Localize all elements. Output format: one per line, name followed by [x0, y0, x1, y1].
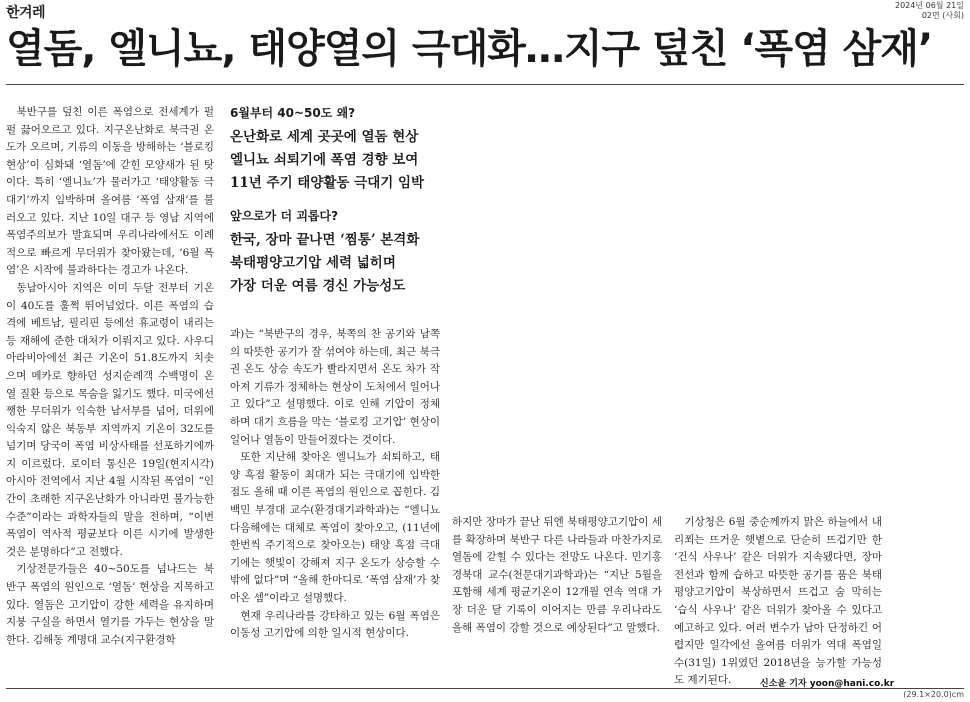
paragraph: 동남아시아 지역은 이미 두달 전부터 기온이 40도를 훌쩍 뛰어넘었다. 이른 폭염의 습격에 베트남, 필리핀 등에선 휴교령이 내리는 등 재해에 준한 대처가 이뤄지고 있다. 사우디아라비아에선 최근 기온이 51.8도까지 치솟으며 메카로 향하던 성지순례객 수백명이 온열 질환 등으로 목숨을 잃기도 했다. 미국에선 쨍한 무더위가 익숙한 남서부를 넘어, 더위에 익숙지 않은 북동부 지역까지 기온이 32도를 넘기며 당국이 폭염 비상사태를 선포하기에까지 이르렀다. 로이터 통신은 19일(현지시각) 아시아 전역에서 지난 4월 시작된 폭염이 “인간이 초래한 지구온난화가 아니라면 불가능한 수준”이라는 과학자들의 말을 전하며, “이번 폭염이 역사적 평균보다 이른 시기에 발생한 것은 분명하다”고 전했다. [6, 281, 214, 558]
issue-page: 02면 (사회) [921, 11, 964, 20]
article-headline: 열돔, 엘니뇨, 태양열의 극대화…지구 덮친 ‘폭염 삼재’ [6, 26, 933, 72]
paragraph: 또한 지난해 찾아온 엘니뇨가 쇠퇴하고, 태양 흑점 활동이 최대가 되는 극대기에 임박한 점도 올해 때 이른 폭염의 원인으로 꼽힌다. 김백민 부경대 교수(환경대기과학과)는 “엘니뇨 다음해에는 대체로 폭염이 찾아오고, (11년에 한번씩 주기적으로 찾아오는) 태양 흑점 극대기에는 햇빛이 강해져 지구 온도가 상승할 수밖에 없다”며 “올해 한마디로 ‘폭염 삼재’가 찾아온 셈”이라고 설명했다. [230, 451, 440, 604]
headline-rule [6, 84, 964, 85]
article-column-3 [452, 514, 662, 654]
article-column-1 [6, 104, 214, 690]
paragraph: 현재 우리나라를 강타하고 있는 6월 폭염은 이동성 고기압에 의한 일시적 현상이다. [230, 609, 440, 640]
paragraph: 북반구를 덮친 이른 폭염으로 전세계가 펄펄 끓어오르고 있다. 지구온난화로 북극권 온도가 오르며, 기류의 이동을 방해하는 ‘블로킹 현상’이 심화돼 ‘열돔’에 갇힌 모양새가 된 탓이다. 특히 ‘엘니뇨’가 물러가고 ‘태양활동 극대기’까지 임박하며 올여름 ‘폭염 삼재’를 불러오고 있다. 지난 10일 대구 등 영남 지역에 폭염주의보가 발효되며 우리나라에서도 이례적으로 빠르게 무더위가 찾아왔는데, ‘6월 폭염’은 시작에 불과하다는 경고가 나온다. [6, 106, 214, 277]
subhead-line: 온난화로 세계 곳곳에 열돔 현상 [230, 129, 419, 145]
subhead-line: 가장 더운 여름 경신 가능성도 [230, 278, 406, 294]
subhead-question-1: 6월부터 40~50도 왜? [230, 106, 356, 120]
subhead-line: 11년 주기 태양활동 극대기 임박 [230, 175, 425, 191]
subhead-question-2: 앞으로가 더 괴롭다? [230, 209, 339, 223]
paragraph: 기상전문가들은 40~50도를 넘나드는 북반구 폭염의 원인으로 ‘열돔’ 현상을 지목하고 있다. 열돔은 고기압이 강한 세력을 유지하며 지붕 구실을 하면서 열기를 가두는 현상을 말한다. 김해동 계명대 교수(지구환경학 [6, 563, 214, 646]
article-column-2 [230, 326, 440, 656]
issue-meta [895, 1, 964, 21]
byline: 신소윤 기자 yoon@hani.co.kr [760, 679, 895, 689]
issue-date: 2024년 06월 21일 [895, 1, 964, 10]
subhead-box [230, 104, 450, 298]
subhead-line: 북태평양고기압 세력 넓히며 [230, 255, 396, 271]
paragraph: 하지만 장마가 끝난 뒤엔 북태평양고기압이 세를 확장하며 북반구 다른 나라들과 마찬가지로 열돔에 갇힐 수 있다는 전망도 나온다. 민기홍 경북대 교수(천문대기과학과)는 “지난 5월을 포함해 세계 평균기온이 12개월 연속 역대 가장 더운 달 기록이 이어지는 만큼 우리나라도 올해 폭염이 강할 것으로 예상된다”고 말했다. [452, 516, 662, 634]
footer-rule [6, 688, 964, 689]
paragraph: 기상청은 6월 중순께까지 맑은 하늘에서 내리쬐는 뜨거운 햇볕으로 단순히 뜨겁기만 한 ‘건식 사우나’ 같은 더위가 지속됐다면, 장마전선과 함께 습하고 따뜻한 공기를 품은 북태평양고기압이 북상하면서 뜨겁고 숨 막히는 ‘습식 사우나’ 같은 더위가 찾아올 수 있다고 예고하고 있다. 여러 변수가 남아 단정하긴 어렵지만 일각에선 올여름 더위가 역대 폭염일수(31일) 1위였던 2018년을 능가할 가능성도 제기된다. [674, 516, 882, 687]
newspaper-logo: 한겨레 [6, 5, 46, 21]
subhead-line: 한국, 장마 끝나면 ‘찜통’ 본격화 [230, 232, 420, 248]
subhead-gap [230, 195, 450, 207]
page-size-note: (29.1×20.0)cm [903, 690, 964, 699]
subhead-line: 엘니뇨 쇠퇴기에 폭염 경향 보여 [230, 152, 419, 168]
paragraph: 과)는 “북반구의 경우, 북쪽의 찬 공기와 남쪽의 따뜻한 공기가 잘 섞여야 하는데, 최근 북극권 온도 상승 속도가 빨라지면서 온도 차가 작아져 기류가 정체하는 현상이 도처에서 일어나고 있다”고 설명했다. 이로 인해 기압이 정체하며 대기 흐름을 막는 ‘블로킹 고기압’ 현상이 일어나 열돔이 만들어졌다는 것이다. [230, 328, 440, 446]
